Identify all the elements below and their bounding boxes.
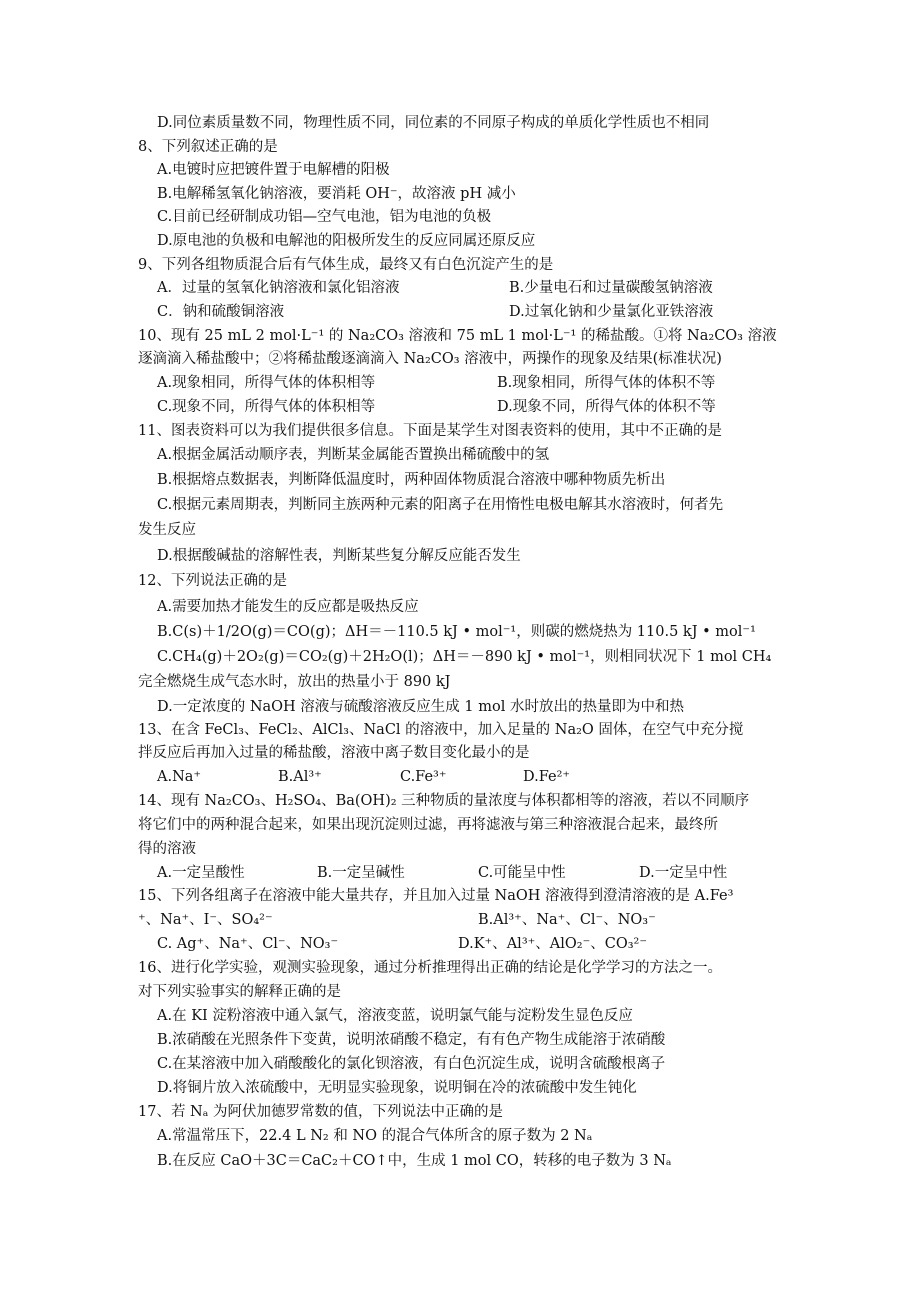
option-text: D.将铜片放入浓硫酸中，无明显实验现象，说明铜在冷的浓硫酸中发生钝化 <box>157 1080 637 1096</box>
option-text: C.可能呈中性 <box>478 865 566 881</box>
option-text: C.在某溶液中加入硝酸酸化的氯化钡溶液，有白色沉淀生成，说明含硫酸根离子 <box>157 1056 666 1072</box>
option-text: 完全燃烧生成气态水时，放出的热量小于 890 kJ <box>138 674 451 690</box>
option-text: B.Al³⁺、Na⁺、Cl⁻、NO₃⁻ <box>478 912 656 928</box>
question-10: 10、现有 25 mL 2 mol·L⁻¹ 的 Na₂CO₃ 溶液和 75 mL 1 mol·L⁻¹ 的稀盐酸。①将 Na₂CO₃ 溶液 <box>138 328 777 344</box>
option-text: B.在反应 CaO＋3C＝CaC₂＋CO↑中，生成 1 mol CO，转移的电子数为 3 Nₐ <box>157 1153 672 1169</box>
option-text: D.过氧化钠和少量氯化亚铁溶液 <box>509 304 714 320</box>
option-text: A．过量的氢氧化钠溶液和氯化铝溶液 <box>157 280 400 296</box>
option-text: B.浓硝酸在光照条件下变黄，说明浓硝酸不稳定，有有色产物生成能溶于浓硝酸 <box>157 1032 666 1048</box>
option-text: D.原电池的负极和电解池的阳极所发生的反应同属还原反应 <box>157 233 536 249</box>
option-text: D.一定浓度的 NaOH 溶液与硫酸溶液反应生成 1 mol 水时放出的热量即为中和热 <box>157 699 684 715</box>
question-text: 将它们中的两种混合起来，如果出现沉淀则过滤，再将滤液与第三种溶液混合起来，最终所 <box>138 817 718 833</box>
option-text: C. Ag⁺、Na⁺、Cl⁻、NO₃⁻ <box>157 936 339 952</box>
option-text: D.K⁺、Al³⁺、AlO₂⁻、CO₃²⁻ <box>458 936 648 952</box>
option-text: B.Al³⁺ <box>278 769 322 785</box>
question-text: 对下列实验事实的解释正确的是 <box>138 984 341 1000</box>
question-12: 12、下列说法正确的是 <box>138 573 287 589</box>
option-text: A.根据金属活动顺序表，判断某金属能否置换出稀硫酸中的氢 <box>157 447 550 463</box>
option-text: D.同位素质量数不同，物理性质不同，同位素的不同原子构成的单质化学性质也不相同 <box>157 115 710 131</box>
option-text: D.一定呈中性 <box>639 865 728 881</box>
option-text: A.需要加热才能发生的反应都是吸热反应 <box>157 599 419 615</box>
option-text: A.一定呈酸性 <box>157 865 245 881</box>
option-text: D.现象不同，所得气体的体积不等 <box>497 399 716 415</box>
question-text: 逐滴滴入稀盐酸中；②将稀盐酸逐滴滴入 Na₂CO₃ 溶液中，两操作的现象及结果(标准状况) <box>138 351 722 367</box>
option-text: A.电镀时应把镀件置于电解槽的阳极 <box>157 162 390 178</box>
option-text: A.在 KI 淀粉溶液中通入氯气，溶液变蓝，说明氯气能与淀粉发生显色反应 <box>157 1008 633 1024</box>
question-17: 17、若 Nₐ 为阿伏加德罗常数的值，下列说法中正确的是 <box>138 1104 503 1120</box>
option-text: A.现象相同，所得气体的体积相等 <box>157 375 376 391</box>
option-text: B.C(s)＋1/2O(g)＝CO(g)；ΔH＝－110.5 kJ • mol⁻¹，则碳的燃烧热为 110.5 kJ • mol⁻¹ <box>157 624 756 640</box>
option-text: B.电解稀氢氧化钠溶液，要消耗 OH⁻，故溶液 pH 减小 <box>157 186 516 202</box>
option-text: C.Fe³⁺ <box>400 769 447 785</box>
option-text: B.少量电石和过量碳酸氢钠溶液 <box>509 280 713 296</box>
option-text: ⁺、Na⁺、I⁻、SO₄²⁻ <box>138 912 273 928</box>
option-text: B.现象相同，所得气体的体积不等 <box>497 375 716 391</box>
question-9: 9、下列各组物质混合后有气体生成，最终又有白色沉淀产生的是 <box>138 257 554 273</box>
option-text: C.CH₄(g)＋2O₂(g)＝CO₂(g)＋2H₂O(l)；ΔH＝－890 kJ • mol⁻¹，则相同状况下 1 mol CH₄ <box>157 649 772 665</box>
option-text: 发生反应 <box>138 522 196 538</box>
question-8: 8、下列叙述正确的是 <box>138 139 278 155</box>
question-13: 13、在含 FeCl₃、FeCl₂、AlCl₃、NaCl 的溶液中，加入足量的 Na₂O 固体，在空气中充分搅 <box>138 722 744 738</box>
question-15: 15、下列各组离子在溶液中能大量共存，并且加入过量 NaOH 溶液得到澄清溶液的是 A.Fe³ <box>138 888 734 904</box>
option-text: A.Na⁺ <box>157 769 202 785</box>
question-11: 11、图表资料可以为我们提供很多信息。下面是某学生对图表资料的使用，其中不正确的是 <box>138 423 722 439</box>
option-text: B.一定呈碱性 <box>317 865 405 881</box>
question-14: 14、现有 Na₂CO₃、H₂SO₄、Ba(OH)₂ 三种物质的量浓度与体积都相等的溶液，若以不同顺序 <box>138 793 750 809</box>
question-16: 16、进行化学实验，观测实验现象，通过分析推理得出正确的结论是化学学习的方法之一。 <box>138 960 722 976</box>
question-text: 拌反应后再加入过量的稀盐酸，溶液中离子数目变化最小的是 <box>138 745 530 761</box>
option-text: C.现象不同，所得气体的体积相等 <box>157 399 376 415</box>
option-text: C.根据元素周期表，判断同主族两种元素的阳离子在用惰性电极电解其水溶液时，何者先 <box>157 497 724 513</box>
option-text: D.根据酸碱盐的溶解性表，判断某些复分解反应能否发生 <box>157 548 521 564</box>
option-text: B.根据熔点数据表，判断降低温度时，两种固体物质混合溶液中哪种物质先析出 <box>157 472 666 488</box>
option-text: D.Fe²⁺ <box>523 769 571 785</box>
option-text: A.常温常压下，22.4 L N₂ 和 NO 的混合气体所含的原子数为 2 Nₐ <box>157 1128 593 1144</box>
question-text: 得的溶液 <box>138 841 196 857</box>
option-text: C．钠和硫酸铜溶液 <box>157 304 285 320</box>
option-text: C.目前已经研制成功铝—空气电池，铝为电池的负极 <box>157 209 492 225</box>
